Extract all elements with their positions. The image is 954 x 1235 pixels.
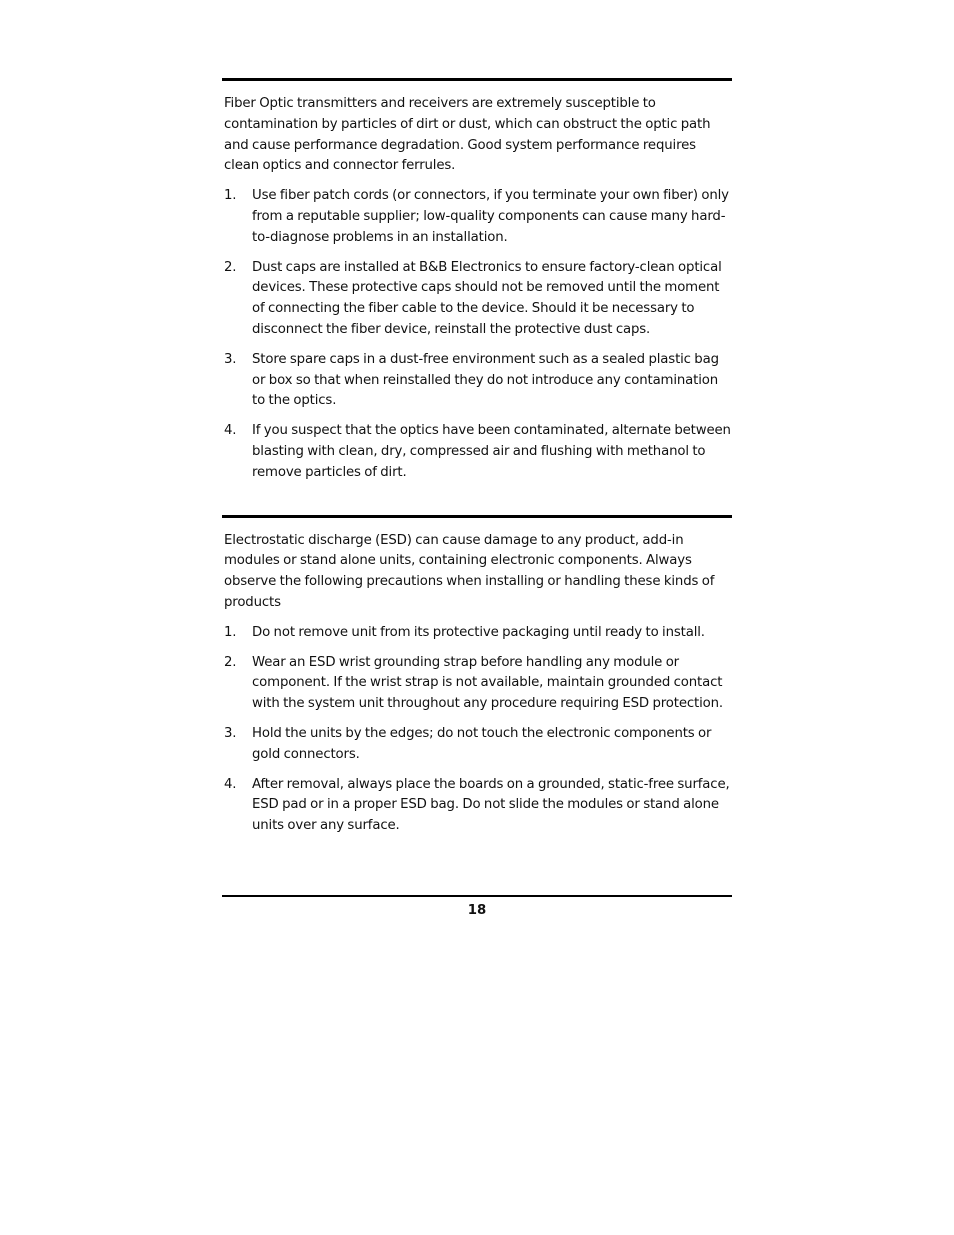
list-item: 2. Dust caps are installed at B&B Electronics to ensure factory-clean optical devices. These protective caps should not be removed until the moment of connecting the fiber cable to the device. Should it be necessary to disconnect the fiber device, reinstall the protective dust caps. bbox=[224, 259, 722, 337]
fiber-intro-paragraph: Fiber Optic transmitters and receivers are extremely susceptible to contamination by particles of dirt or dust, which can obstruct the optic path and cause performance degradation. Good system performance requires clean optics and connector ferrules. bbox=[224, 96, 711, 174]
fiber-optic-section bbox=[222, 78, 732, 484]
list-item: 3. Hold the units by the edges; do not touch the electronic components or gold connectors. bbox=[224, 725, 712, 762]
esd-steps-list bbox=[222, 623, 732, 837]
list-item: 1. Use fiber patch cords (or connectors, if you terminate your own fiber) only from a reputable supplier; low-quality components can cause many hard-to-diagnose problems in an installation. bbox=[224, 188, 729, 245]
list-item: 3. Store spare caps in a dust-free environment such as a sealed plastic bag or box so that when reinstalled they do not introduce any contamination to the optics. bbox=[224, 351, 719, 409]
list-item: 4. After removal, always place the boards on a grounded, static-free surface, ESD pad or in a proper ESD bag. Do not slide the modules or stand alone units over any surface. bbox=[224, 776, 730, 834]
fiber-steps-list bbox=[222, 186, 732, 483]
page-footer bbox=[222, 895, 732, 918]
section-rule bbox=[222, 78, 732, 81]
list-item: 4. If you suspect that the optics have been contaminated, alternate between blasting with clean, dry, compressed air and flushing with methanol to remove particles of dirt. bbox=[224, 423, 731, 480]
section-rule bbox=[222, 515, 732, 518]
list-item: 2. Wear an ESD wrist grounding strap before handling any module or component. If the wrist strap is not available, maintain grounded contact with the system unit throughout any procedure requiring ESD protection. bbox=[224, 654, 723, 712]
document-page bbox=[222, 78, 732, 846]
page-number: 18 bbox=[467, 903, 487, 918]
esd-intro-paragraph: Electrostatic discharge (ESD) can cause damage to any product, add-in modules or stand alone units, containing electronic components. Always observe the following precautions when installing or handling these kinds of products bbox=[224, 532, 715, 610]
footer-rule bbox=[222, 895, 732, 897]
list-item: 1. Do not remove unit from its protective packaging until ready to install. bbox=[224, 624, 705, 640]
esd-section bbox=[222, 515, 732, 837]
